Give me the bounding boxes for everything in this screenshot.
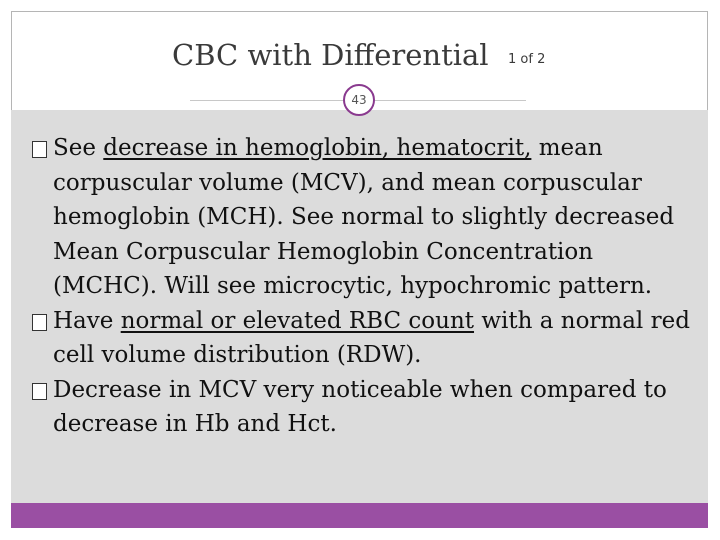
bullet-item [32, 304, 702, 373]
bullet-item [32, 131, 702, 304]
page-number-badge [343, 84, 375, 116]
missing-glyph-bullet-icon [32, 314, 47, 331]
bullet-text: with a normal red cell volume distribution (RDW). [53, 307, 690, 368]
bottom-accent-bar [11, 503, 708, 528]
bullet-item [32, 373, 702, 442]
bullet-text: Decrease in MCV very noticeable when compared to decrease in Hb and Hct. [53, 376, 667, 437]
slide-title: CBC with Differential [172, 38, 489, 72]
bullet-underlined-text: decrease in hemoglobin, hematocrit, [103, 135, 532, 161]
bullet-text: mean corpuscular volume (MCV), and mean corpuscular hemoglobin (MCH). See normal to slightly decreased Mean Corpuscular Hemoglobin Concentration (MCHC). Will see microcytic, hypochromic pattern. [53, 135, 675, 299]
bullet-text: See [53, 135, 104, 161]
title-row [0, 38, 720, 78]
missing-glyph-bullet-icon [32, 383, 47, 400]
bullet-underlined-text: normal or elevated RBC count [120, 307, 475, 334]
bullet-list [32, 131, 702, 442]
slide-subtitle: 1 of 2 [508, 52, 546, 67]
missing-glyph-bullet-icon [32, 141, 47, 158]
bullet-text: Have [53, 307, 121, 334]
page-number: 43 [351, 93, 367, 107]
